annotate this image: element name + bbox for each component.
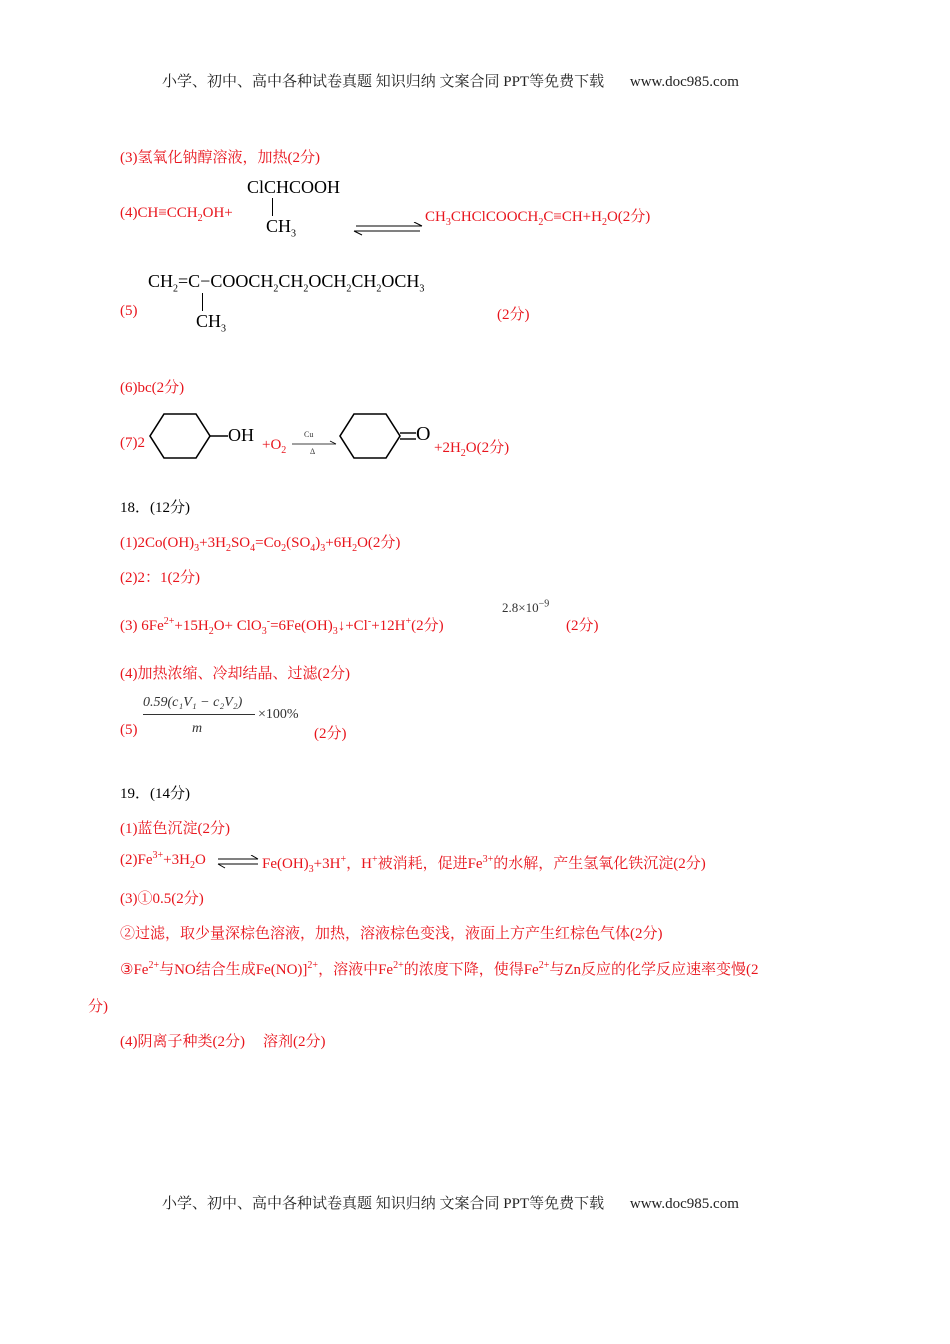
ketone-oxygen: O [416, 423, 431, 445]
equilibrium-arrow-icon [352, 222, 424, 236]
answer-17-5-score: (2分) [497, 307, 530, 323]
struct5-methyl: $CH_3$ [196, 311, 227, 335]
footer-url: www.doc985.com [629, 1196, 739, 1212]
cyclohexanol-oh: OH [228, 425, 254, 445]
cyclohexanone-ring-icon [338, 408, 418, 464]
answer-17-4-left: $(4)CH\equiv CCH_2OH+$ [120, 205, 233, 224]
fraction-numerator: 0.59(c₁V₁ − c₂V₂) [143, 695, 243, 710]
answer-18-5-score: (2分) [314, 726, 347, 742]
answer-17-6: (6)bc(2分) [120, 380, 185, 396]
fraction-denominator: m [192, 721, 203, 736]
answer-19-3-1: (3)①0.5(2分) [120, 891, 204, 907]
answer-18-3-ksp-score: (2分) [566, 618, 599, 634]
fraction-bar [143, 714, 255, 715]
answer-18-4: (4)加热浓缩、冷却结晶、过滤(2分) [120, 666, 350, 682]
answer-19-4: (4)阴离子种类(2分) 溶剂(2分) [120, 1034, 326, 1050]
answer-17-7-tail: $+2H_2O(2$分) [434, 440, 510, 459]
footer-text: 小学、初中、高中各种试卷真题 知识归纳 文案合同 PPT等免费下载 [162, 1196, 605, 1212]
catalyst-label: Cu [304, 430, 314, 439]
question-18-title: 18．(12分) [120, 500, 190, 516]
oxygen-reactant: $+O_2$ [262, 437, 287, 456]
struct5-main: $CH_2=C-COOCH_2CH_2OCH_2CH_2OCH_3$ [148, 271, 425, 295]
answer-17-5-label: (5) [120, 303, 138, 319]
answer-18-3: (3) $6Fe^{2+}+15H_2O+$ $ClO_3^-=6Fe(OH)_3↓+Cl^-+12H^+(2$分) [120, 616, 444, 637]
answer-17-4-product: $CH_3CHClCOOCH_2C\equiv CH+H_2O(2$分) [425, 209, 651, 228]
question-19-title: 19．(14分) [120, 786, 190, 802]
struct5-bond [202, 293, 203, 311]
page-footer [162, 1192, 739, 1213]
cyclohexane-ring-icon [148, 408, 232, 464]
answer-18-5-label: (5) [120, 722, 138, 738]
answer-19-1: (1)蓝色沉淀(2分) [120, 821, 230, 837]
answer-19-2-right: $Fe(OH)_3+3H^+$，H+被消耗，促进$Fe^{3+}$的水解，产生氢氧化铁沉淀(2分) [262, 854, 706, 875]
answer-19-3-3: $③Fe^{2+}$与NO结合生成Fe(NO)]$^{2+}$，溶液中$Fe^{2+}$的浓度下降，使得$Fe^{2+}$与Zn反应的化学反应速率变慢(2 [120, 960, 759, 978]
answer-19-2-left: $(2)Fe^{3+}+3H_2O$ [120, 850, 206, 871]
heat-label: Δ [310, 447, 316, 456]
header-text: 小学、初中、高中各种试卷真题 知识归纳 文案合同 PPT等免费下载 [162, 74, 605, 90]
hydrolysis-equilibrium-arrow-icon [216, 855, 260, 869]
answer-19-3-3-wrap: 分) [88, 999, 108, 1015]
struct4-methyl: $CH_3$ [266, 216, 297, 240]
answer-18-2: (2)2：1(2分) [120, 570, 200, 586]
struct4-top: ClCHCOOH [247, 177, 341, 197]
answer-17-7-prefix: (7)2 [120, 435, 145, 451]
answer-18-1: $(1)2Co(OH)_3+3H_2SO_4=Co_2(SO_4)_3+6H_2O(2$分) [120, 535, 401, 554]
percent-factor: ×100% [258, 707, 299, 722]
page-header [162, 70, 739, 91]
answer-19-3-2: ②过滤，取少量深棕色溶液，加热，溶液棕色变浅，液面上方产生红棕色气体(2分) [120, 926, 663, 942]
header-url: www.doc985.com [629, 74, 739, 90]
struct4-bond [272, 198, 273, 216]
answer-17-3: (3)氢氧化钠醇溶液，加热(2分) [120, 150, 320, 166]
ksp-value: $2.8\times 10^{-9}$ [502, 598, 550, 615]
